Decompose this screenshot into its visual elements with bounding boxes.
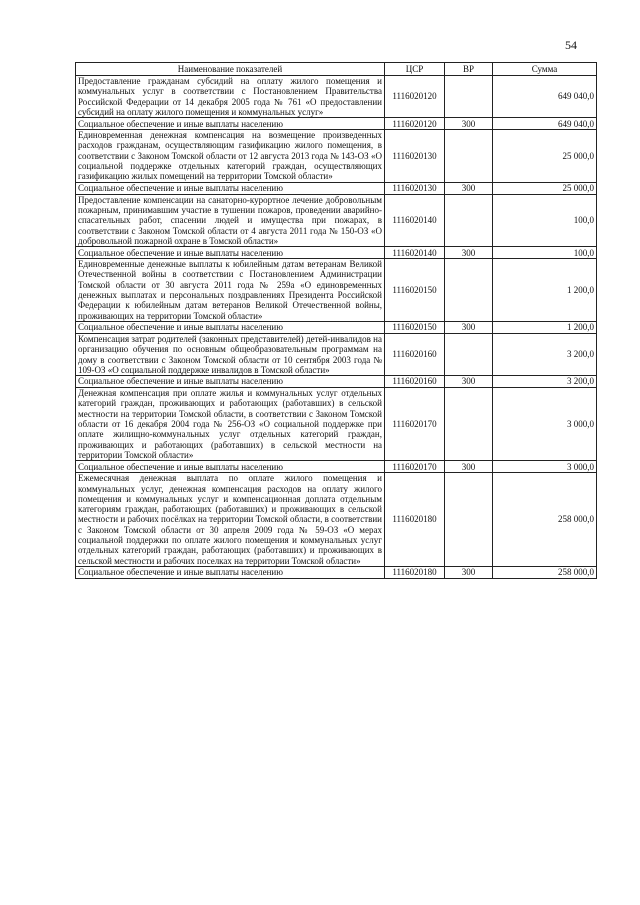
header-csr: ЦСР xyxy=(385,63,445,76)
row-csr: 1116020160 xyxy=(385,333,445,375)
row-name: Денежная компенсация при оплате жилья и коммунальных услуг отдельных категорий граждан, проживающих и работающих (работавших) в сельской местности на территории Томской области, в соответствии с Законом Томской области от 16 декабря 2004 года № 256-ОЗ «О социальной поддержке при оплате жилищно-коммунальных услуг отдельных категорий граждан, проживающих и работающих (работавших) в сельской местности на территории Томской области» xyxy=(76,388,385,461)
row-sum: 1 200,0 xyxy=(493,321,597,333)
budget-table xyxy=(75,62,597,579)
row-name: Ежемесячная денежная выплата по оплате жилого помещения и коммунальных услуг, денежная компенсация расходов на оплату жилого помещения и коммунальных услуг и компенсационная доплата отдельным категориям граждан, работающих (работавших) и проживающих в сельской местности и рабочих посёлках на территории Томской области, в соответствии с Законом Томской области от 30 апреля 2009 года № 59-ОЗ «О мерах социальной поддержки по оплате жилого помещения и коммунальных услуг отдельных категорий граждан, работающих (работавших) и проживающих в сельской местности и рабочих поселках на территории Томской области» xyxy=(76,473,385,567)
row-name: Единовременная денежная компенсация на возмещение произведенных расходов гражданам, осуществляющим газификацию жилого помещения, в соответствии с Законом Томской области от 12 августа 2013 года № 143-ОЗ «О социальной поддержке отдельных категорий граждан, осуществляющих газификацию жилых помещений на территории Томской области» xyxy=(76,130,385,182)
row-sum: 25 000,0 xyxy=(493,130,597,182)
table-row xyxy=(76,473,597,567)
row-vr xyxy=(445,194,493,246)
header-name: Наименование показателей xyxy=(76,63,385,76)
table-row xyxy=(76,182,597,194)
row-csr: 1116020170 xyxy=(385,461,445,473)
row-sum: 100,0 xyxy=(493,247,597,259)
row-sum: 25 000,0 xyxy=(493,182,597,194)
row-vr: 300 xyxy=(445,247,493,259)
row-vr: 300 xyxy=(445,376,493,388)
row-sum: 3 200,0 xyxy=(493,333,597,375)
row-csr: 1116020130 xyxy=(385,182,445,194)
row-vr xyxy=(445,388,493,461)
row-vr xyxy=(445,259,493,322)
row-sum: 3 000,0 xyxy=(493,461,597,473)
row-sum: 258 000,0 xyxy=(493,473,597,567)
row-name: Предоставление гражданам субсидий на оплату жилого помещения и коммунальных услуг в соответствии с Постановлением Правительства Российской Федерации от 14 декабря 2005 года № 761 «О предоставлении субсидий на оплату жилого помещения и коммунальных услуг» xyxy=(76,76,385,118)
row-name: Социальное обеспечение и иные выплаты населению xyxy=(76,321,385,333)
table-row xyxy=(76,76,597,118)
table-row xyxy=(76,259,597,322)
row-csr: 1116020120 xyxy=(385,118,445,130)
row-vr: 300 xyxy=(445,566,493,578)
row-name: Социальное обеспечение и иные выплаты населению xyxy=(76,461,385,473)
header-sum: Сумма xyxy=(493,63,597,76)
row-csr: 1116020170 xyxy=(385,388,445,461)
row-csr: 1116020120 xyxy=(385,76,445,118)
table-row xyxy=(76,333,597,375)
row-csr: 1116020150 xyxy=(385,259,445,322)
row-vr: 300 xyxy=(445,321,493,333)
row-vr: 300 xyxy=(445,118,493,130)
table-row xyxy=(76,194,597,246)
table-row xyxy=(76,388,597,461)
row-sum: 1 200,0 xyxy=(493,259,597,322)
row-vr xyxy=(445,333,493,375)
row-csr: 1116020140 xyxy=(385,194,445,246)
table-row xyxy=(76,130,597,182)
row-vr: 300 xyxy=(445,461,493,473)
row-name: Предоставление компенсации на санаторно-курортное лечение добровольным пожарным, принимавшим участие в тушении пожаров, проведении аварийно-спасательных работ, спасении людей и имущества при пожарах, в соответствии с Законом Томской области от 4 августа 2011 года № 150-ОЗ «О добровольной пожарной охране в Томской области» xyxy=(76,194,385,246)
table-row xyxy=(76,376,597,388)
row-vr xyxy=(445,130,493,182)
row-name: Социальное обеспечение и иные выплаты населению xyxy=(76,566,385,578)
table-row xyxy=(76,247,597,259)
header-vr: ВР xyxy=(445,63,493,76)
row-sum: 258 000,0 xyxy=(493,566,597,578)
row-name: Компенсация затрат родителей (законных представителей) детей-инвалидов на организацию обучения по основным общеобразовательным программам на дому в соответствии с Законом Томской области от 10 сентября 2003 года № 109-ОЗ «О социальной поддержке инвалидов в Томской области» xyxy=(76,333,385,375)
table-row xyxy=(76,566,597,578)
row-sum: 3 200,0 xyxy=(493,376,597,388)
row-csr: 1116020140 xyxy=(385,247,445,259)
page-number: 54 xyxy=(565,38,577,52)
row-name: Единовременные денежные выплаты к юбилейным датам ветеранам Великой Отечественной войны в соответствии с Постановлением Администрации Томской области от 30 августа 2011 года № 259а «О единовременных денежных выплатах и персональных поздравлениях Президента Российской Федерации к юбилейным датам ветеранов Великой Отечественной войны, проживающих на территории Томской области» xyxy=(76,259,385,322)
row-sum: 649 040,0 xyxy=(493,76,597,118)
row-csr: 1116020130 xyxy=(385,130,445,182)
row-vr xyxy=(445,473,493,567)
table-row xyxy=(76,321,597,333)
row-csr: 1116020150 xyxy=(385,321,445,333)
row-sum: 3 000,0 xyxy=(493,388,597,461)
table-header-row xyxy=(76,63,597,76)
row-name: Социальное обеспечение и иные выплаты населению xyxy=(76,118,385,130)
row-name: Социальное обеспечение и иные выплаты населению xyxy=(76,182,385,194)
table-row xyxy=(76,118,597,130)
table-row xyxy=(76,461,597,473)
row-sum: 649 040,0 xyxy=(493,118,597,130)
row-name: Социальное обеспечение и иные выплаты населению xyxy=(76,247,385,259)
row-sum: 100,0 xyxy=(493,194,597,246)
row-name: Социальное обеспечение и иные выплаты населению xyxy=(76,376,385,388)
row-csr: 1116020180 xyxy=(385,473,445,567)
row-vr: 300 xyxy=(445,182,493,194)
row-csr: 1116020160 xyxy=(385,376,445,388)
row-csr: 1116020180 xyxy=(385,566,445,578)
row-vr xyxy=(445,76,493,118)
